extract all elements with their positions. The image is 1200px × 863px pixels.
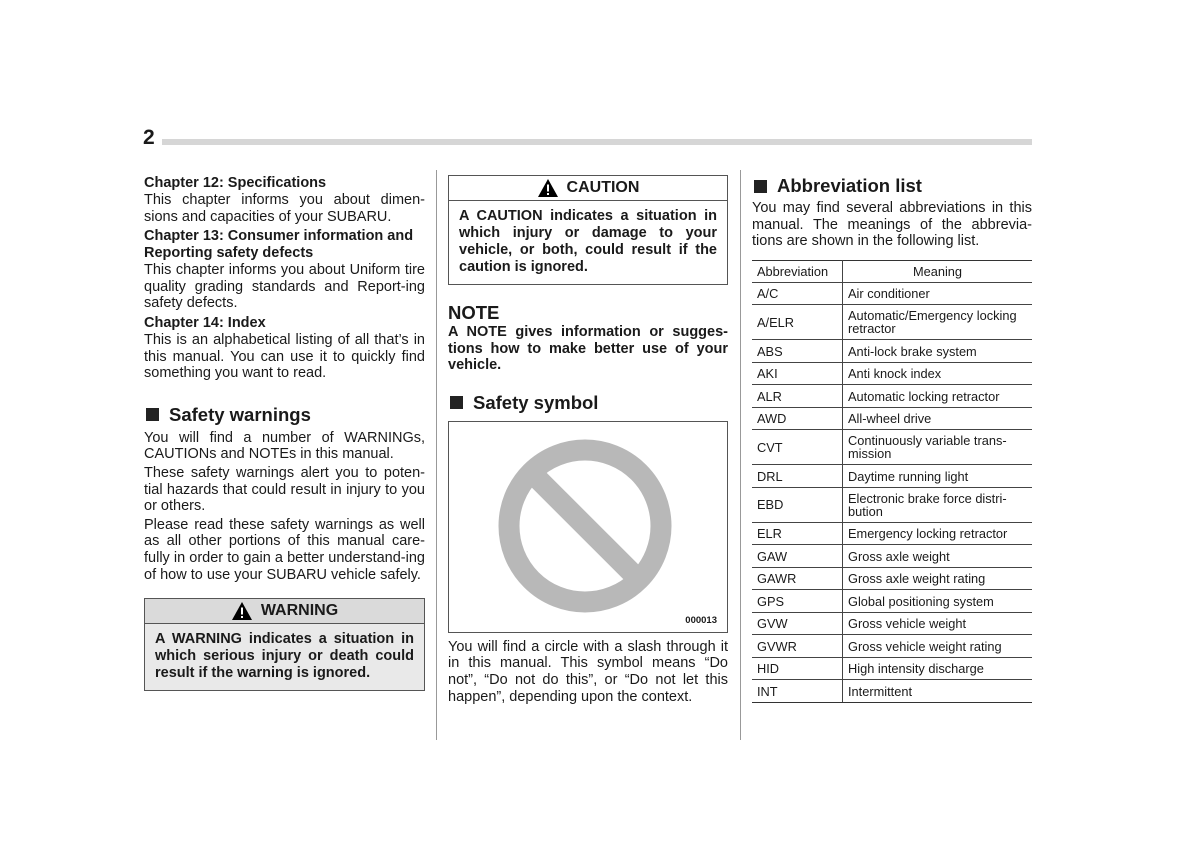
abbreviation-cell: GAW (752, 545, 843, 568)
abbreviation-cell: INT (752, 680, 843, 703)
table-row (752, 430, 1032, 465)
header-rule (162, 139, 1032, 145)
square-bullet-icon (146, 408, 159, 421)
safety-warnings-paragraph: Please read these safety warnings as well as all other portions of this manual care-fully in order to gain a better understand-ing of how to use your SUBARU vehicle safely. (144, 516, 425, 583)
table-row (752, 635, 1032, 658)
chapter-13-title: Chapter 13: Consumer information and Reporting safety defects (144, 228, 414, 262)
meaning-cell: Automatic locking retractor (843, 385, 1033, 408)
safety-warnings-heading (144, 404, 425, 426)
table-row (752, 545, 1032, 568)
safety-symbol-title: Safety symbol (473, 391, 599, 413)
table-row (752, 385, 1032, 408)
column-divider (740, 170, 741, 740)
square-bullet-icon (450, 396, 463, 409)
caution-box-header (448, 175, 728, 201)
table-row (752, 590, 1032, 613)
abbreviation-cell: AWD (752, 407, 843, 430)
table-row (752, 340, 1032, 363)
safety-symbol-text: You will find a circle with a slash through it in this manual. This symbol means “Do not”, “Do not do this”, or “Do not let this happen”, depending upon the context. (448, 638, 728, 705)
square-bullet-icon (754, 180, 767, 193)
table-header-meaning: Meaning (843, 260, 1033, 282)
figure-code: 000013 (685, 614, 717, 626)
table-row (752, 362, 1032, 385)
page-number: 2 (143, 126, 155, 149)
table-row (752, 657, 1032, 680)
table-header-row (752, 260, 1032, 282)
table-row (752, 282, 1032, 305)
safety-warnings-paragraph: You will find a number of WARNINGs, CAUTIONs and NOTEs in this manual. (144, 429, 425, 463)
abbreviation-cell: DRL (752, 465, 843, 488)
column-left (144, 175, 425, 691)
meaning-cell: Gross axle weight rating (843, 567, 1033, 590)
chapter-12-title: Chapter 12: Specifications (144, 175, 327, 191)
meaning-cell: Gross vehicle weight rating (843, 635, 1033, 658)
meaning-cell: Anti knock index (843, 362, 1033, 385)
warning-box (144, 598, 425, 691)
safety-symbol-heading (448, 392, 728, 414)
table-row (752, 567, 1032, 590)
table-row (752, 522, 1032, 545)
abbreviation-list-heading (752, 175, 1032, 197)
column-divider (436, 170, 437, 740)
meaning-cell: All-wheel drive (843, 407, 1033, 430)
safety-warnings-title: Safety warnings (169, 403, 311, 425)
abbreviation-cell: ELR (752, 522, 843, 545)
meaning-cell: Global positioning system (843, 590, 1033, 613)
safety-warnings-paragraph: These safety warnings alert you to poten-tial hazards that could result in injury to you or others. (144, 464, 425, 515)
note-text: A NOTE gives information or sugges-tions how to make better use of your vehicle. (448, 324, 728, 374)
table-row (752, 305, 1032, 340)
abbreviation-cell: AKI (752, 362, 843, 385)
table-header-abbreviation: Abbreviation (752, 260, 843, 282)
meaning-cell: High intensity discharge (843, 657, 1033, 680)
abbreviation-list-title: Abbreviation list (777, 175, 922, 196)
table-row (752, 487, 1032, 522)
table-row (752, 680, 1032, 703)
meaning-cell: Continuously variable trans-mission (843, 430, 1033, 465)
column-middle (448, 175, 728, 705)
chapter-13-text: This chapter informs you about Uniform tire quality grading standards and Report-ing safety defects. (144, 262, 425, 312)
abbreviation-cell: A/C (752, 282, 843, 305)
meaning-cell: Air conditioner (843, 282, 1033, 305)
warning-triangle-icon (231, 601, 253, 621)
abbreviation-cell: A/ELR (752, 305, 843, 340)
caution-text: A CAUTION indicates a situation in which injury or damage to your vehicle, or both, could result if the caution is ignored. (448, 201, 728, 285)
chapter-12-text: This chapter informs you about dimen-sions and capacities of your SUBARU. (144, 192, 425, 225)
meaning-cell: Emergency locking retractor (843, 522, 1033, 545)
abbreviation-intro: You may find several abbreviations in this manual. The meanings of the abbrevia-tions are shown in the following list. (752, 200, 1032, 250)
abbreviation-cell: EBD (752, 487, 843, 522)
chapter-14-text: This is an alphabetical listing of all that’s in this manual. You can use it to quickly find something you want to read. (144, 331, 425, 382)
column-right (752, 175, 1032, 703)
meaning-cell: Intermittent (843, 680, 1033, 703)
warning-box-header (144, 598, 425, 624)
caution-label: CAUTION (566, 179, 640, 196)
warning-text: A WARNING indicates a situation in which serious injury or death could result if the warning is ignored. (144, 624, 425, 691)
chapter-14-title: Chapter 14: Index (144, 314, 266, 331)
table-row (752, 612, 1032, 635)
abbreviation-table (752, 260, 1032, 703)
note-title: NOTE (448, 302, 500, 323)
meaning-cell: Daytime running light (843, 465, 1033, 488)
abbreviation-cell: GAWR (752, 567, 843, 590)
abbreviation-cell: CVT (752, 430, 843, 465)
caution-box (448, 175, 728, 285)
meaning-cell: Gross axle weight (843, 545, 1033, 568)
safety-symbol-figure (448, 421, 728, 633)
meaning-cell: Electronic brake force distri-bution (843, 487, 1033, 522)
prohibition-icon (495, 436, 675, 616)
meaning-cell: Gross vehicle weight (843, 612, 1033, 635)
warning-label: WARNING (260, 602, 339, 620)
abbreviation-cell: HID (752, 657, 843, 680)
abbreviation-cell: GVWR (752, 635, 843, 658)
warning-triangle-icon (537, 178, 559, 198)
meaning-cell: Automatic/Emergency locking retractor (843, 305, 1033, 340)
abbreviation-cell: ALR (752, 385, 843, 408)
abbreviation-cell: GPS (752, 590, 843, 613)
abbreviation-cell: ABS (752, 340, 843, 363)
abbreviation-cell: GVW (752, 612, 843, 635)
table-row (752, 465, 1032, 488)
meaning-cell: Anti-lock brake system (843, 340, 1033, 363)
table-row (752, 407, 1032, 430)
